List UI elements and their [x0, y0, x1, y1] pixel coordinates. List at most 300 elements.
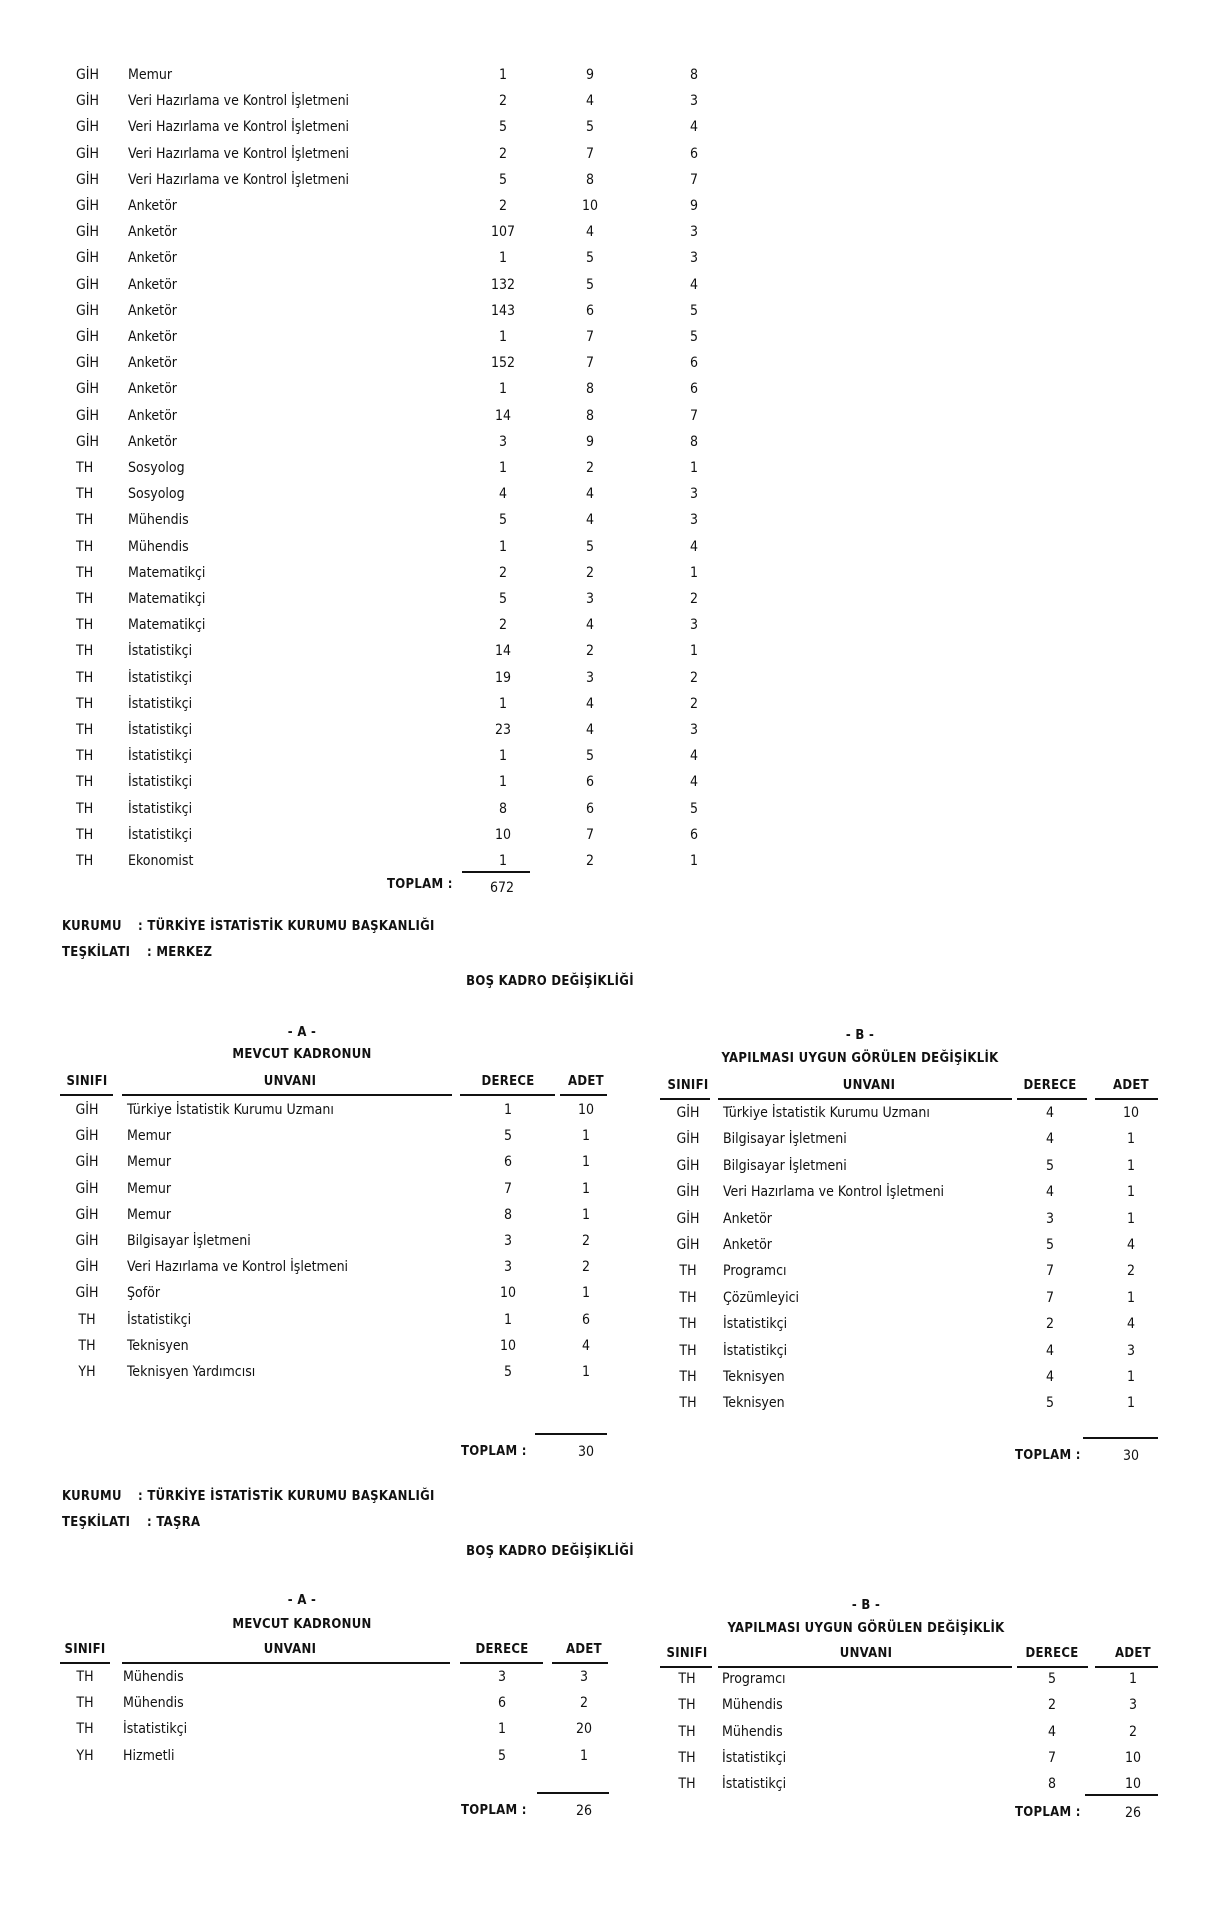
- table-row-unvan: İstatistikçi: [123, 1721, 188, 1738]
- header-rule: [718, 1666, 1012, 1668]
- top-row-value-1: 1: [498, 329, 508, 345]
- table-row-derece: 5: [497, 1747, 507, 1764]
- table-row-sinif: TH: [679, 1342, 697, 1359]
- top-row-unvan: Mühendis: [128, 512, 189, 529]
- table-row-unvan: Mühendis: [123, 1669, 184, 1685]
- table-row-adet: 1: [1126, 1289, 1136, 1306]
- table-row-adet: 1: [581, 1364, 591, 1380]
- top-row-sinif: TH: [76, 617, 94, 634]
- table-row-derece: 3: [503, 1233, 513, 1249]
- table-row-unvan: Türkiye İstatistik Kurumu Uzmanı: [127, 1102, 334, 1118]
- top-row-sinif: TH: [76, 512, 94, 529]
- table-row-sinif: GİH: [75, 1180, 99, 1197]
- top-row-sinif: TH: [76, 538, 94, 555]
- top-row-value-2: 6: [585, 800, 595, 817]
- top-row-value-1: 1: [498, 748, 508, 765]
- table-row-sinif: GİH: [75, 1102, 99, 1118]
- top-row-unvan: Veri Hazırlama ve Kontrol İşletmeni: [128, 93, 350, 110]
- top-row-value-3: 6: [689, 355, 699, 372]
- top-row-value-2: 9: [585, 433, 595, 450]
- top-row-sinif: TH: [76, 460, 94, 476]
- col-header-adet: ADET: [566, 1642, 602, 1657]
- top-row-sinif: GİH: [76, 329, 99, 345]
- col-header-derece: DERECE: [1025, 1646, 1079, 1661]
- tasra-kurumu-label: KURUMU: [62, 1489, 122, 1504]
- table-row-sinif: GİH: [75, 1259, 99, 1276]
- table-row-unvan: Mühendis: [123, 1695, 184, 1712]
- top-row-value-1: 1: [498, 67, 508, 83]
- top-row-value-2: 4: [585, 722, 595, 738]
- table-row-sinif: TH: [78, 1337, 96, 1354]
- table-row-derece: 3: [1045, 1210, 1055, 1227]
- total-label: TOPLAM :: [461, 1803, 527, 1818]
- top-row-value-3: 4: [689, 774, 699, 791]
- table-row-adet: 1: [581, 1285, 591, 1302]
- top-row-value-1: 1: [498, 460, 508, 476]
- top-row-value-1: 3: [498, 433, 508, 450]
- table-row-sinif: GİH: [676, 1237, 700, 1253]
- top-row-value-1: 1: [498, 695, 508, 712]
- tasra-title: BOŞ KADRO DEĞİŞİKLİĞİ: [466, 1544, 634, 1559]
- top-row-value-3: 2: [689, 669, 699, 686]
- top-row-unvan: İstatistikçi: [128, 826, 193, 843]
- top-row-unvan: Anketör: [128, 276, 177, 293]
- header-rule: [660, 1666, 712, 1668]
- total-rule: [1083, 1437, 1158, 1439]
- top-row-sinif: GİH: [76, 433, 99, 450]
- top-row-sinif: GİH: [76, 145, 99, 162]
- table-row-derece: 3: [497, 1669, 507, 1685]
- header-rule: [552, 1662, 608, 1664]
- table-row-derece: 1: [497, 1721, 507, 1738]
- top-row-sinif: TH: [76, 853, 94, 869]
- table-row-unvan: Anketör: [723, 1237, 772, 1253]
- top-row-sinif: GİH: [76, 355, 99, 372]
- table-row-sinif: GİH: [676, 1131, 700, 1148]
- tasra-teskilati-value: : TAŞRA: [147, 1515, 201, 1530]
- table-row-sinif: GİH: [676, 1210, 700, 1227]
- top-row-unvan: Matematikçi: [128, 591, 206, 607]
- top-row-sinif: TH: [76, 486, 94, 503]
- top-row-value-1: 1: [498, 538, 508, 555]
- top-row-value-1: 2: [498, 145, 508, 162]
- top-row-value-3: 5: [689, 800, 699, 817]
- top-row-value-2: 2: [585, 853, 595, 869]
- table-row-adet: 10: [1122, 1105, 1140, 1121]
- table-row-sinif: GİH: [75, 1285, 99, 1302]
- top-row-value-2: 6: [585, 302, 595, 319]
- table-row-unvan: Bilgisayar İşletmeni: [127, 1233, 251, 1249]
- top-row-value-2: 5: [585, 250, 595, 267]
- table-row-sinif: TH: [678, 1723, 696, 1740]
- table-row-sinif: TH: [679, 1316, 697, 1333]
- table-row-unvan: Memur: [127, 1206, 172, 1223]
- top-row-value-2: 2: [585, 460, 595, 476]
- table-row-adet: 3: [1128, 1697, 1138, 1714]
- table-row-unvan: Teknisyen: [127, 1337, 189, 1354]
- top-row-value-1: 2: [498, 617, 508, 634]
- top-row-sinif: GİH: [76, 250, 99, 267]
- top-row-value-1: 2: [498, 93, 508, 110]
- table-row-unvan: Teknisyen Yardımcısı: [127, 1364, 256, 1380]
- top-row-sinif: TH: [76, 800, 94, 817]
- top-row-value-1: 143: [490, 302, 516, 319]
- table-row-sinif: GİH: [676, 1105, 700, 1121]
- top-row-value-2: 5: [585, 119, 595, 136]
- b-title: YAPILMASI UYGUN GÖRÜLEN DEĞİŞİKLİK: [721, 1051, 999, 1066]
- top-row-value-2: 10: [581, 198, 599, 214]
- table-row-unvan: İstatistikçi: [127, 1311, 192, 1328]
- table-row-unvan: Veri Hazırlama ve Kontrol İşletmeni: [127, 1259, 349, 1276]
- top-row-unvan: Anketör: [128, 355, 177, 372]
- col-header-adet: ADET: [1115, 1646, 1151, 1661]
- tasra-kurumu-value: : TÜRKİYE İSTATİSTİK KURUMU BAŞKANLIĞI: [138, 1489, 435, 1504]
- top-row-value-3: 1: [689, 564, 699, 581]
- table-row-unvan: Mühendis: [722, 1723, 783, 1740]
- table-row-unvan: Memur: [127, 1180, 172, 1197]
- top-row-value-3: 3: [689, 93, 699, 110]
- top-row-unvan: İstatistikçi: [128, 800, 193, 817]
- top-row-unvan: Matematikçi: [128, 564, 206, 581]
- merkez-kurumu-label: KURUMU: [62, 919, 122, 934]
- table-row-derece: 5: [1045, 1237, 1055, 1253]
- table-row-derece: 5: [1045, 1395, 1055, 1412]
- total-label: TOPLAM :: [1015, 1805, 1081, 1820]
- top-row-value-2: 4: [585, 224, 595, 241]
- table-row-adet: 1: [1126, 1369, 1136, 1385]
- table-row-adet: 1: [1128, 1671, 1138, 1687]
- total-rule: [537, 1792, 609, 1794]
- top-row-unvan: Mühendis: [128, 538, 189, 555]
- tasra-teskilati-label: TEŞKİLATI: [62, 1515, 131, 1530]
- top-row-value-3: 6: [689, 826, 699, 843]
- header-rule: [1095, 1666, 1158, 1668]
- top-row-value-3: 4: [689, 748, 699, 765]
- top-row-unvan: İstatistikçi: [128, 774, 193, 791]
- top-row-unvan: Ekonomist: [128, 853, 194, 869]
- table-row-sinif: GİH: [676, 1157, 700, 1174]
- merkez-teskilati-label: TEŞKİLATI: [62, 945, 131, 960]
- header-rule: [718, 1098, 1012, 1100]
- table-row-adet: 4: [581, 1337, 591, 1354]
- table-row-derece: 4: [1045, 1184, 1055, 1201]
- top-row-value-3: 3: [689, 224, 699, 241]
- top-row-value-2: 8: [585, 171, 595, 188]
- top-row-unvan: Sosyolog: [128, 486, 185, 503]
- top-row-unvan: İstatistikçi: [128, 669, 193, 686]
- table-row-derece: 10: [499, 1337, 517, 1354]
- top-row-value-1: 132: [490, 276, 516, 293]
- top-row-value-1: 152: [490, 355, 516, 372]
- top-row-unvan: Anketör: [128, 433, 177, 450]
- top-row-value-2: 7: [585, 826, 595, 843]
- table-row-unvan: İstatistikçi: [723, 1342, 788, 1359]
- top-row-value-3: 5: [689, 302, 699, 319]
- top-row-value-3: 1: [689, 460, 699, 476]
- top-row-unvan: Anketör: [128, 198, 177, 214]
- col-header-sinifi: SINIFI: [667, 1078, 709, 1093]
- table-row-sinif: GİH: [75, 1206, 99, 1223]
- table-row-derece: 10: [499, 1285, 517, 1302]
- table-row-unvan: Şoför: [127, 1285, 161, 1302]
- top-row-value-3: 1: [689, 643, 699, 660]
- total-rule: [535, 1433, 607, 1435]
- top-row-value-2: 3: [585, 669, 595, 686]
- table-row-sinif: TH: [679, 1369, 697, 1385]
- top-row-value-2: 7: [585, 145, 595, 162]
- merkez-kurumu-value: : TÜRKİYE İSTATİSTİK KURUMU BAŞKANLIĞI: [138, 919, 435, 934]
- top-row-value-1: 1: [498, 774, 508, 791]
- table-row-adet: 20: [575, 1721, 593, 1738]
- top-row-value-3: 1: [689, 853, 699, 869]
- top-row-sinif: GİH: [76, 302, 99, 319]
- top-row-sinif: TH: [76, 669, 94, 686]
- col-header-sinifi: SINIFI: [666, 1646, 708, 1661]
- top-row-unvan: Anketör: [128, 381, 177, 398]
- table-row-sinif: TH: [678, 1776, 696, 1793]
- table-row-derece: 7: [1045, 1289, 1055, 1306]
- top-row-value-1: 5: [498, 591, 508, 607]
- top-row-value-3: 2: [689, 695, 699, 712]
- header-rule: [1095, 1098, 1158, 1100]
- table-row-derece: 7: [503, 1180, 513, 1197]
- table-row-derece: 7: [1047, 1749, 1057, 1766]
- top-row-value-3: 8: [689, 67, 699, 83]
- table-row-sinif: TH: [78, 1311, 96, 1328]
- total-rule: [1085, 1794, 1158, 1796]
- table-row-adet: 2: [579, 1695, 589, 1712]
- top-row-value-2: 8: [585, 381, 595, 398]
- top-row-unvan: İstatistikçi: [128, 643, 193, 660]
- total-value: 26: [575, 1803, 593, 1819]
- top-row-sinif: GİH: [76, 119, 99, 136]
- table-row-unvan: Memur: [127, 1128, 172, 1145]
- b-label: - B -: [851, 1598, 881, 1613]
- merkez-teskilati-value: : MERKEZ: [147, 945, 213, 960]
- top-row-value-2: 5: [585, 538, 595, 555]
- col-header-adet: ADET: [568, 1074, 604, 1089]
- top-row-sinif: GİH: [76, 93, 99, 110]
- table-row-derece: 4: [1047, 1723, 1057, 1740]
- top-row-sinif: GİH: [76, 224, 99, 241]
- col-header-unvani: UNVANI: [263, 1074, 317, 1089]
- header-rule: [460, 1662, 543, 1664]
- top-row-unvan: İstatistikçi: [128, 748, 193, 765]
- top-row-value-1: 5: [498, 171, 508, 188]
- table-row-adet: 10: [1124, 1776, 1142, 1793]
- top-row-value-3: 3: [689, 250, 699, 267]
- table-row-adet: 1: [581, 1180, 591, 1197]
- top-row-value-2: 4: [585, 617, 595, 634]
- col-header-derece: DERECE: [1023, 1078, 1077, 1093]
- a-title: MEVCUT KADRONUN: [232, 1617, 372, 1632]
- table-row-adet: 2: [1128, 1723, 1138, 1740]
- top-row-unvan: Sosyolog: [128, 460, 185, 476]
- table-row-adet: 1: [579, 1747, 589, 1764]
- table-row-derece: 3: [503, 1259, 513, 1276]
- table-row-sinif: GİH: [75, 1233, 99, 1249]
- merkez-title: BOŞ KADRO DEĞİŞİKLİĞİ: [466, 974, 634, 989]
- top-row-sinif: GİH: [76, 67, 99, 83]
- table-row-adet: 4: [1126, 1316, 1136, 1333]
- table-row-adet: 3: [1126, 1342, 1136, 1359]
- top-row-unvan: Veri Hazırlama ve Kontrol İşletmeni: [128, 145, 350, 162]
- top-row-value-2: 3: [585, 591, 595, 607]
- top-row-value-2: 2: [585, 564, 595, 581]
- table-row-derece: 5: [503, 1364, 513, 1380]
- top-total-label: TOPLAM :: [387, 877, 453, 892]
- table-row-adet: 1: [581, 1128, 591, 1145]
- top-row-value-3: 9: [689, 198, 699, 214]
- col-header-unvani: UNVANI: [839, 1646, 893, 1661]
- table-row-derece: 6: [503, 1154, 513, 1171]
- top-row-value-2: 9: [585, 67, 595, 83]
- table-row-adet: 1: [1126, 1157, 1136, 1174]
- table-row-unvan: Mühendis: [722, 1697, 783, 1714]
- table-row-unvan: İstatistikçi: [722, 1749, 787, 1766]
- top-row-value-3: 3: [689, 486, 699, 503]
- top-row-value-1: 14: [494, 643, 512, 660]
- table-row-adet: 3: [579, 1669, 589, 1685]
- table-row-adet: 2: [581, 1233, 591, 1249]
- top-row-unvan: Anketör: [128, 329, 177, 345]
- b-title: YAPILMASI UYGUN GÖRÜLEN DEĞİŞİKLİK: [727, 1621, 1005, 1636]
- table-row-sinif: TH: [678, 1671, 696, 1687]
- top-row-value-3: 6: [689, 145, 699, 162]
- top-row-value-2: 4: [585, 695, 595, 712]
- table-row-unvan: Programcı: [723, 1263, 787, 1280]
- header-rule: [122, 1094, 452, 1096]
- table-row-adet: 1: [581, 1206, 591, 1223]
- table-row-unvan: Veri Hazırlama ve Kontrol İşletmeni: [723, 1184, 945, 1201]
- top-row-value-1: 1: [498, 250, 508, 267]
- top-row-value-2: 5: [585, 748, 595, 765]
- top-row-value-1: 23: [494, 722, 512, 738]
- top-row-value-3: 2: [689, 591, 699, 607]
- header-rule: [560, 1094, 607, 1096]
- top-row-value-2: 4: [585, 486, 595, 503]
- top-row-unvan: Anketör: [128, 250, 177, 267]
- table-row-unvan: Programcı: [722, 1671, 786, 1687]
- top-row-unvan: Matematikçi: [128, 617, 206, 634]
- top-row-value-1: 5: [498, 119, 508, 136]
- table-row-derece: 5: [1047, 1671, 1057, 1687]
- table-row-derece: 4: [1045, 1105, 1055, 1121]
- table-row-unvan: Çözümleyici: [723, 1289, 799, 1306]
- top-total-value: 672: [489, 880, 515, 896]
- top-row-value-3: 4: [689, 276, 699, 293]
- top-row-value-2: 7: [585, 329, 595, 345]
- col-header-unvani: UNVANI: [263, 1642, 317, 1657]
- total-value: 30: [577, 1444, 595, 1460]
- top-row-value-3: 3: [689, 512, 699, 529]
- table-row-sinif: GİH: [676, 1184, 700, 1201]
- table-row-adet: 10: [1124, 1749, 1142, 1766]
- total-label: TOPLAM :: [1015, 1448, 1081, 1463]
- table-row-unvan: Memur: [127, 1154, 172, 1171]
- total-value: 26: [1124, 1805, 1142, 1821]
- table-row-derece: 8: [1047, 1776, 1057, 1793]
- header-rule: [60, 1662, 110, 1664]
- table-row-derece: 5: [503, 1128, 513, 1145]
- top-row-sinif: GİH: [76, 198, 99, 214]
- table-row-unvan: Hizmetli: [123, 1747, 175, 1764]
- header-rule: [60, 1094, 113, 1096]
- top-row-sinif: GİH: [76, 381, 99, 398]
- top-row-sinif: TH: [76, 643, 94, 660]
- table-row-sinif: TH: [76, 1669, 94, 1685]
- top-row-value-1: 2: [498, 198, 508, 214]
- col-header-derece: DERECE: [481, 1074, 535, 1089]
- top-row-value-3: 8: [689, 433, 699, 450]
- total-label: TOPLAM :: [461, 1444, 527, 1459]
- table-row-adet: 2: [581, 1259, 591, 1276]
- table-row-sinif: GİH: [75, 1154, 99, 1171]
- table-row-unvan: İstatistikçi: [723, 1316, 788, 1333]
- top-row-value-3: 6: [689, 381, 699, 398]
- top-row-sinif: TH: [76, 826, 94, 843]
- top-row-value-1: 1: [498, 853, 508, 869]
- table-row-unvan: Türkiye İstatistik Kurumu Uzmanı: [723, 1105, 930, 1121]
- top-row-value-3: 4: [689, 119, 699, 136]
- b-label: - B -: [845, 1028, 875, 1043]
- table-row-derece: 1: [503, 1311, 513, 1328]
- top-row-value-2: 2: [585, 643, 595, 660]
- top-row-value-1: 4: [498, 486, 508, 503]
- table-row-sinif: GİH: [75, 1128, 99, 1145]
- top-row-sinif: TH: [76, 722, 94, 738]
- table-row-sinif: TH: [678, 1749, 696, 1766]
- top-row-unvan: Veri Hazırlama ve Kontrol İşletmeni: [128, 119, 350, 136]
- table-row-adet: 4: [1126, 1237, 1136, 1253]
- top-row-value-1: 2: [498, 564, 508, 581]
- col-header-sinifi: SINIFI: [64, 1642, 106, 1657]
- top-row-value-1: 5: [498, 512, 508, 529]
- top-row-unvan: Anketör: [128, 407, 177, 424]
- col-header-sinifi: SINIFI: [66, 1074, 108, 1089]
- top-total-rule: [462, 871, 530, 873]
- table-row-unvan: Bilgisayar İşletmeni: [723, 1157, 847, 1174]
- table-row-derece: 4: [1045, 1369, 1055, 1385]
- a-label: - A -: [287, 1593, 317, 1608]
- top-row-value-2: 8: [585, 407, 595, 424]
- top-row-value-2: 7: [585, 355, 595, 372]
- top-row-sinif: TH: [76, 591, 94, 607]
- header-rule: [460, 1094, 555, 1096]
- top-row-unvan: İstatistikçi: [128, 722, 193, 738]
- a-title: MEVCUT KADRONUN: [232, 1047, 372, 1062]
- top-row-sinif: GİH: [76, 276, 99, 293]
- top-row-value-1: 10: [494, 826, 512, 843]
- top-row-sinif: TH: [76, 695, 94, 712]
- table-row-unvan: Teknisyen: [723, 1369, 785, 1385]
- top-row-sinif: TH: [76, 564, 94, 581]
- header-rule: [122, 1662, 450, 1664]
- table-row-derece: 1: [503, 1102, 513, 1118]
- table-row-unvan: Teknisyen: [723, 1395, 785, 1412]
- top-row-value-2: 4: [585, 93, 595, 110]
- top-row-value-2: 4: [585, 512, 595, 529]
- table-row-derece: 4: [1045, 1342, 1055, 1359]
- table-row-adet: 1: [1126, 1131, 1136, 1148]
- table-row-derece: 2: [1047, 1697, 1057, 1714]
- top-row-unvan: Anketör: [128, 224, 177, 241]
- top-row-value-1: 107: [490, 224, 516, 241]
- top-row-unvan: İstatistikçi: [128, 695, 193, 712]
- top-row-unvan: Memur: [128, 67, 173, 83]
- top-row-value-3: 4: [689, 538, 699, 555]
- col-header-unvani: UNVANI: [842, 1078, 896, 1093]
